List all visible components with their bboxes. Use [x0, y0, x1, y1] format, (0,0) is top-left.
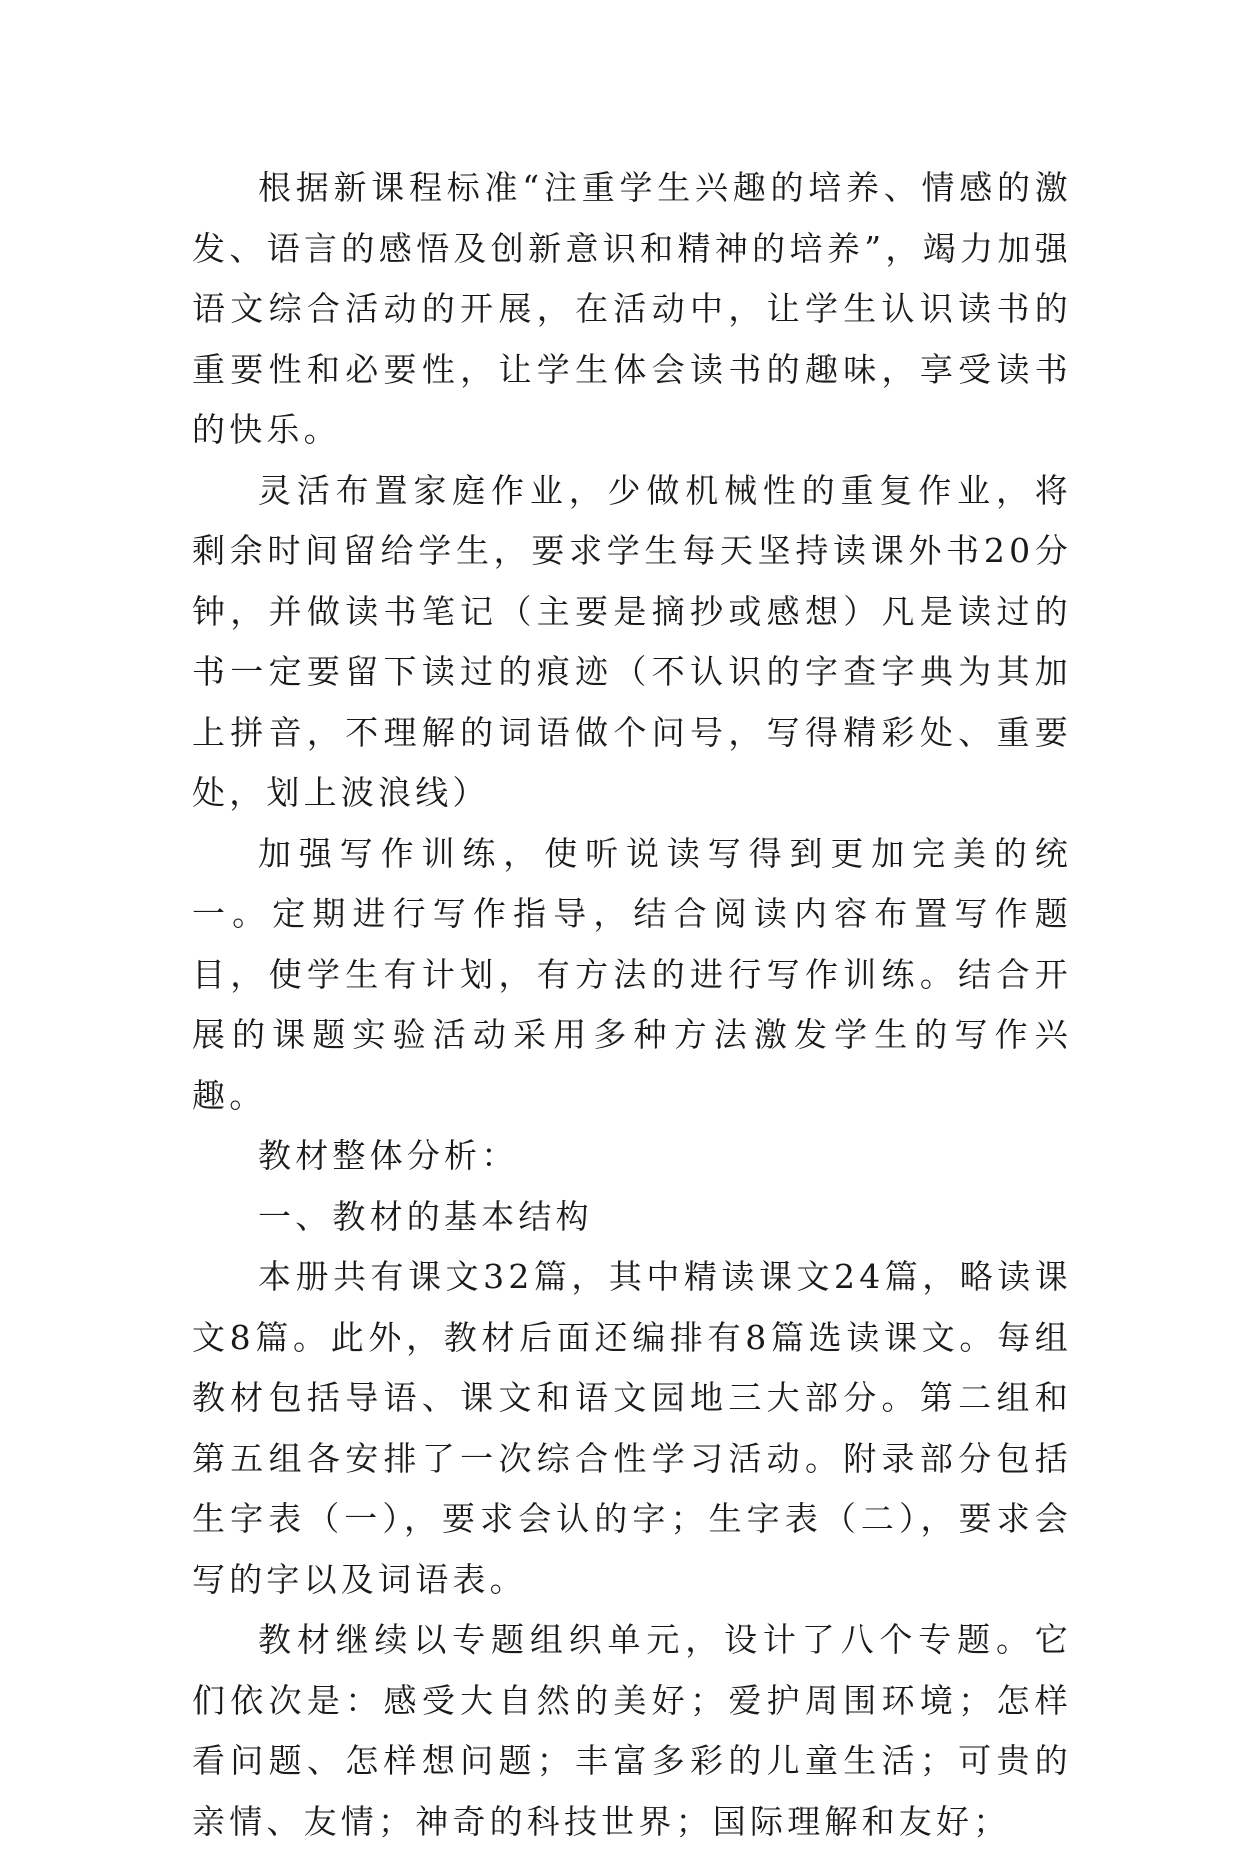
- paragraph-writing-training: 加强写作训练，使听说读写得到更加完美的统一。定期进行写作指导，结合阅读内容布置写作题目，使学生有计划，有方法的进行写作训练。结合开展的课题实验活动采用多种方法激发学生的写作兴趣。: [192, 833, 1072, 1115]
- paragraph-lesson-count: 本册共有课文32篇，其中精读课文24篇，略读课文8篇。此外，教材后面还编排有8篇选读课文。每组教材包括导语、课文和语文园地三大部分。第二组和第五组各安排了一次综合性学习活动。附录部分包括生字表（一），要求会认的字；生字表（二），要求会写的字以及词语表。: [192, 1257, 1072, 1599]
- paragraph-topics: 教材继续以专题组织单元，设计了八个专题。它们依次是：感受大自然的美好；爱护周围环境；怎样看问题、怎样想问题；丰富多彩的儿童生活；可贵的亲情、友情；神奇的科技世界；国际理解和友好；: [192, 1620, 1072, 1841]
- subsection-heading-basic-structure: 一、教材的基本结构: [258, 1196, 593, 1236]
- document-body: [192, 158, 1072, 1852]
- paragraph-reading-interest: 根据新课程标准“注重学生兴趣的培养、情感的激发、语言的感悟及创新意识和精神的培养”，竭力加强语文综合活动的开展，在活动中，让学生认识读书的重要性和必要性，让学生体会读书的趣味，享受读书的快乐。: [192, 168, 1072, 449]
- section-heading-textbook-analysis: 教材整体分析：: [258, 1136, 519, 1175]
- paragraph-homework: 灵活布置家庭作业，少做机械性的重复作业，将剩余时间留给学生，要求学生每天坚持读课外书20分钟，并做读书笔记（主要是摘抄或感想）凡是读过的书一定要留下读过的痕迹（不认识的字查字典为其加上拼音，不理解的词语做个问号，写得精彩处、重要处，划上波浪线）: [192, 470, 1072, 812]
